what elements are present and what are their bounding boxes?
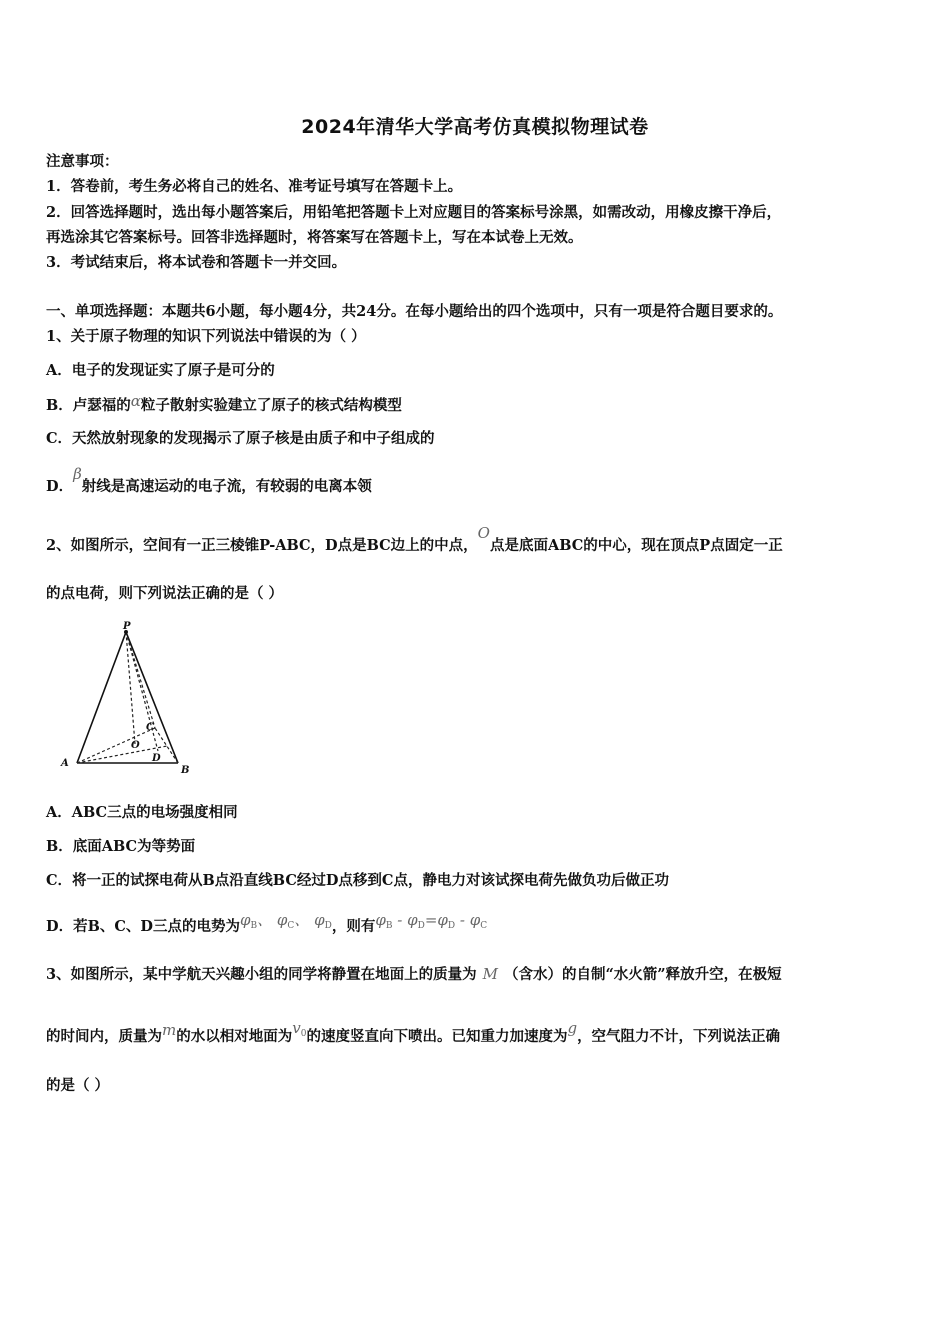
label-c: C [146, 722, 154, 733]
q1-option-a: A．电子的发现证实了原子是可分的 [46, 362, 275, 379]
q2-stem: 2、如图所示，空间有一正三棱锥P-ABC，D点是BC边上的中点，O点是底面ABC的中心，现在顶点P点固定一正 [46, 524, 783, 554]
q2-option-d: D．若B、C、D三点的电势为$\varphi_B$、 $\varphi_C$、 $\varphi_D$，则有$\varphi_B - \varphi_D=\varphi_D - \varphi_C$ [46, 911, 488, 935]
q1-option-b: B．卢瑟福的α粒子散射实验建立了原子的核式结构模型 [46, 392, 402, 414]
label-a: A [61, 758, 69, 769]
q2-option-a: A．ABC三点的电场强度相同 [46, 804, 238, 821]
section-heading: 一、单项选择题：本题共6小题，每小题4分，共24分。在每小题给出的四个选项中，只有一项是符合题目要求的。 [46, 303, 783, 320]
beta-symbol: β [73, 465, 82, 483]
q2-stem-line2: 的点电荷，则下列说法正确的是（ ） [46, 585, 284, 602]
q3-stem-line3: 的是（ ） [46, 1077, 110, 1094]
pyramid-figure [55, 618, 200, 778]
alpha-symbol: α [130, 392, 141, 410]
velocity-symbol: $v_0$ [292, 1019, 307, 1039]
q3-stem-line2: 的时间内，质量为m的水以相对地面为$v_0$的速度竖直向下喷出。已知重力加速度为g，空气阻力不计，下列说法正确 [46, 1019, 781, 1045]
notice-item: 2．回答选择题时，选出每小题答案后，用铅笔把答题卡上对应题目的答案标号涂黑，如需改动，用橡皮擦干净后， [46, 204, 782, 221]
mass-symbol-m: m [162, 1021, 177, 1039]
gravity-symbol: g [567, 1019, 578, 1037]
q3-stem-line1: 3、如图所示，某中学航天兴趣小组的同学将静置在地面上的质量为 M （含水）的自制“水火箭”释放升空，在极短 [46, 965, 782, 983]
notice-item: 再选涂其它答案标号。回答非选择题时，将答案写在答题卡上，写在本试卷上无效。 [46, 229, 583, 246]
q1-stem: 1、关于原子物理的知识下列说法中错误的为（ ） [46, 328, 366, 345]
page-title: 2024年清华大学高考仿真模拟物理试卷 [301, 116, 649, 138]
q2-option-c: C．将一正的试探电荷从B点沿直线BC经过D点移到C点，静电力对该试探电荷先做负功后做正功 [46, 872, 669, 889]
notice-item: 3．考试结束后，将本试卷和答题卡一并交回。 [46, 254, 347, 271]
label-d: D [152, 753, 161, 764]
q2-option-b: B．底面ABC为等势面 [46, 838, 196, 855]
label-b: B [181, 765, 190, 776]
mass-symbol-m-upper: M [482, 965, 498, 983]
notice-heading: 注意事项： [46, 153, 119, 170]
label-o: O [131, 740, 140, 751]
o-symbol: O [477, 524, 490, 542]
label-p: P [123, 621, 131, 632]
notice-item: 1．答卷前，考生务必将自己的姓名、准考证号填写在答题卡上。 [46, 178, 463, 195]
q1-option-c: C．天然放射现象的发现揭示了原子核是由质子和中子组成的 [46, 430, 435, 447]
q1-option-d: D．β射线是高速运动的电子流，有较弱的电离本领 [46, 465, 372, 495]
